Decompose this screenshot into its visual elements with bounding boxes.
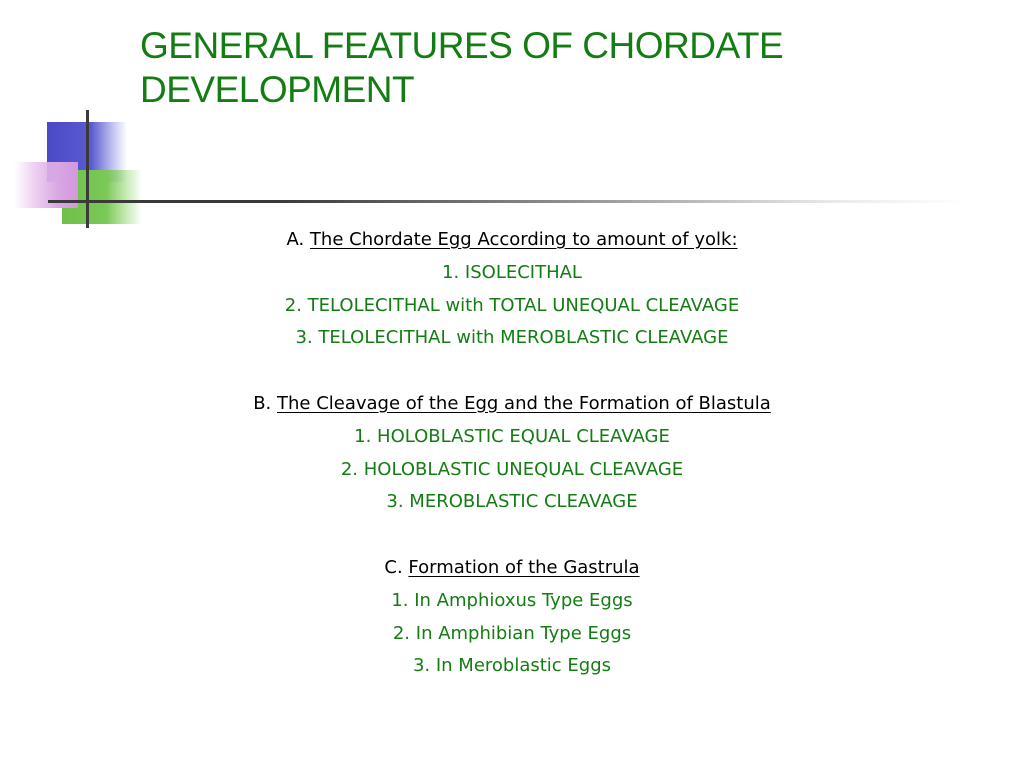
slide-body bbox=[0, 224, 1024, 683]
list-item: 3. MEROBLASTIC CLEAVAGE bbox=[386, 491, 638, 513]
slide-title bbox=[140, 24, 960, 112]
spacer bbox=[0, 355, 1024, 388]
list-item: 2. In Amphibian Type Eggs bbox=[392, 622, 632, 644]
list-item: 3. In Meroblastic Eggs bbox=[412, 655, 612, 677]
slide-title-line-2: DEVELOPMENT bbox=[140, 69, 415, 110]
decor-vertical-line bbox=[86, 110, 89, 228]
list-item: 2. TELOLECITHAL with TOTAL UNEQUAL CLEAVAGE bbox=[284, 294, 740, 316]
slide-title-line-1: GENERAL FEATURES OF CHORDATE bbox=[140, 25, 784, 66]
list-item: 3. TELOLECITHAL with MEROBLASTIC CLEAVAGE bbox=[295, 327, 729, 349]
list-item: 1. ISOLECITHAL bbox=[442, 261, 582, 283]
section-prefix: A. bbox=[286, 229, 305, 250]
spacer bbox=[0, 519, 1024, 552]
section-heading-text: Formation of the Gastrula bbox=[408, 556, 640, 578]
section-heading-b bbox=[0, 388, 1024, 421]
list-item: 1. HOLOBLASTIC EQUAL CLEAVAGE bbox=[354, 425, 670, 447]
section-heading-c bbox=[0, 552, 1024, 585]
section-prefix: B. bbox=[253, 392, 272, 414]
decor-horizontal-line bbox=[48, 200, 968, 203]
section-heading-text: The Chordate Egg According to amount of yolk: bbox=[309, 229, 738, 250]
list-item: 1. In Amphioxus Type Eggs bbox=[391, 589, 633, 611]
section-heading-a bbox=[0, 224, 1024, 257]
list-item: 2. HOLOBLASTIC UNEQUAL CLEAVAGE bbox=[340, 458, 684, 480]
section-prefix: C. bbox=[384, 556, 403, 578]
section-heading-text: The Cleavage of the Egg and the Formation of Blastula bbox=[277, 392, 771, 414]
